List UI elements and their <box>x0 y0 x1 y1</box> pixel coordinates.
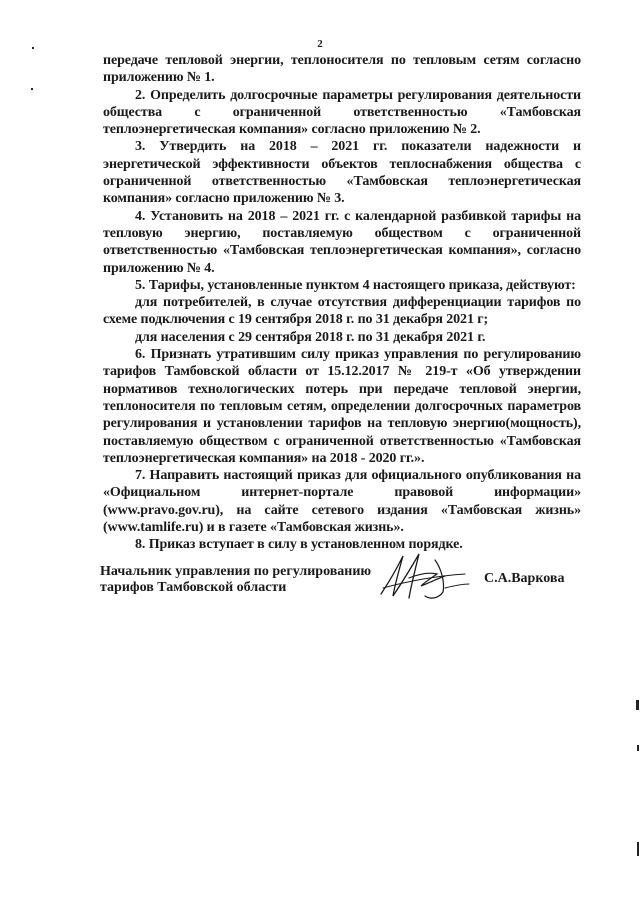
paragraph-continuation: передаче тепловой энергии, теплоносителя по тепловым сетям согласно приложению № 1. <box>103 53 581 86</box>
paragraph-item-5: 5. Тарифы, установленные пунктом 4 настоящего приказа, действуют: <box>135 277 576 293</box>
page-number: 2 <box>317 38 323 50</box>
scan-speck <box>31 88 33 90</box>
paragraph-item-3: 3. Утвердить на 2018 – 2021 гг. показатели надежности и энергетической эффективности объектов теплоснабжения общества с ограниченной ответственностью «Тамбовская теплоэнергетическая компания» согласно приложению № 3. <box>103 139 581 207</box>
scan-speck <box>637 745 639 751</box>
paragraph-item-8: 8. Приказ вступает в силу в установленном порядке. <box>135 537 463 553</box>
paragraph-item-5-consumers: для потребителей, в случае отсутствия дифференциации тарифов по схеме подключения с 19 сентября 2018 г. по 31 декабря 2021 г; <box>103 295 581 328</box>
paragraph-item-5-population: для населения с 29 сентября 2018 г. по 31 декабря 2021 г. <box>135 329 486 345</box>
document-body <box>103 52 581 554</box>
paragraph-item-4: 4. Установить на 2018 – 2021 гг. с календарной разбивкой тарифы на тепловую энергию, поставляемую обществом с ограниченной ответственностью «Тамбовская теплоэнергетическая компания», согласно приложению № 4. <box>103 208 581 276</box>
signatory-position-line-1: Начальник управления по регулированию <box>100 564 372 579</box>
signatory-position-line-2: тарифов Тамбовской области <box>100 580 287 595</box>
scan-speck <box>637 842 639 856</box>
paragraph-item-6: 6. Признать утратившим силу приказ управления по регулированию тарифов Тамбовской области от 15.12.2017 № 219-т «Об утверждении нормативов технологических потерь при передаче тепловой энергии, теплоносителя по тепловым сетям, определении долгосрочных параметров регулирования и установлении тарифов на тепловую энергию(мощность), поставляемую обществом с ограниченной ответственностью «Тамбовская теплоэнергетическая компания» на 2018 - 2020 гг.». <box>103 347 581 466</box>
scan-speck <box>636 700 639 710</box>
scan-speck <box>32 47 34 49</box>
signatory-name: С.А.Варкова <box>484 571 565 586</box>
handwritten-signature <box>375 548 475 604</box>
signatory-position <box>100 564 371 596</box>
paragraph-item-2: 2. Определить долгосрочные параметры регулирования деятельности общества с ограниченной ответственностью «Тамбовская теплоэнергетическая компания» согласно приложению № 2. <box>103 87 581 138</box>
paragraph-item-7: 7. Направить настоящий приказ для официального опубликования на «Официальном интернет-портале правовой информации» (www.pravo.gov.ru), на сайте сетевого издания «Тамбовская жизнь» (www.tamlife.ru) и в газете «Тамбовская жизнь». <box>103 468 581 536</box>
